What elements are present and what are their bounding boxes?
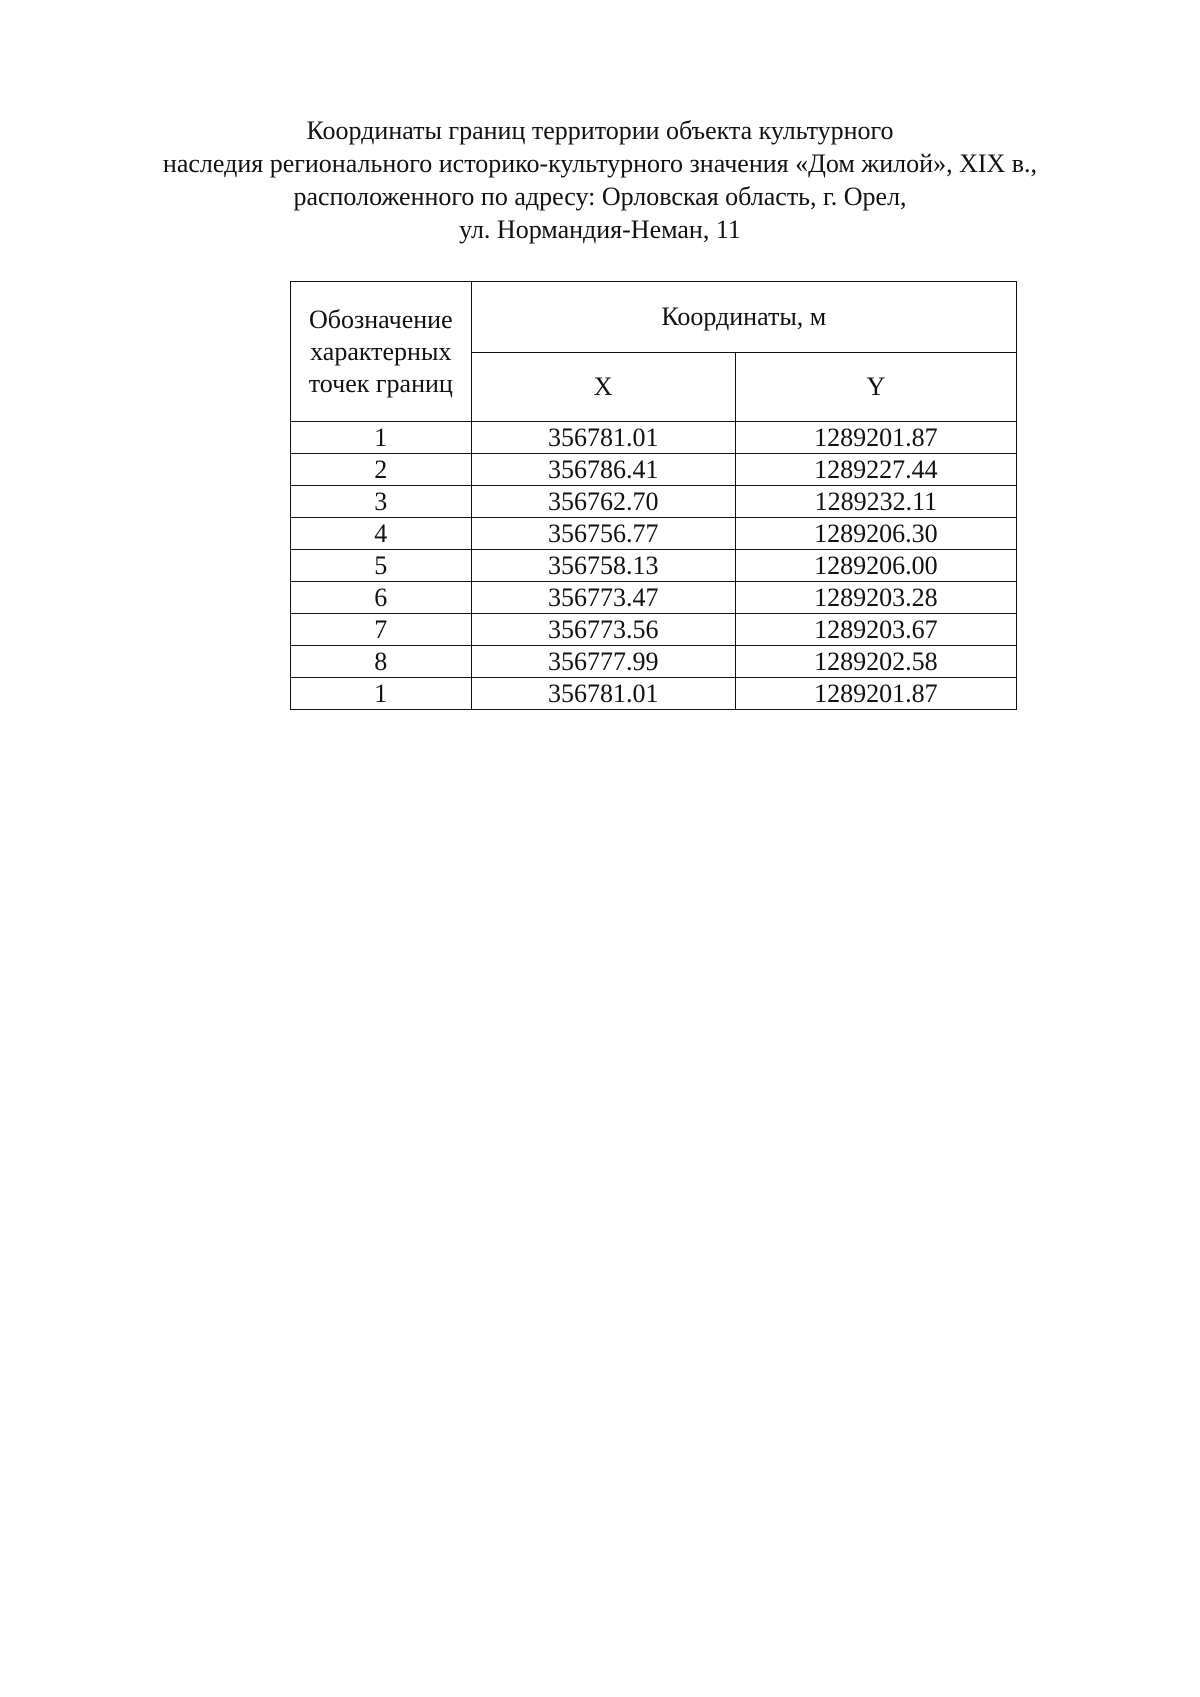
x-value: 356756.77 [471, 518, 735, 550]
x-value: 356773.47 [471, 582, 735, 614]
table-row [291, 582, 1017, 614]
document-title [0, 114, 1200, 246]
point-number: 1 [291, 678, 472, 710]
y-value: 1289232.11 [735, 486, 1016, 518]
y-value: 1289206.30 [735, 518, 1016, 550]
title-line: наследия регионального историко-культурного значения «Дом жилой», XIX в., [162, 149, 1038, 178]
x-value: 356777.99 [471, 646, 735, 678]
y-value: 1289201.87 [735, 678, 1016, 710]
point-number: 2 [291, 454, 472, 486]
title-line: ул. Нормандия-Неман, 11 [459, 215, 741, 244]
point-number: 1 [291, 422, 472, 454]
x-value: 356781.01 [471, 422, 735, 454]
y-value: 1289203.67 [735, 614, 1016, 646]
y-value: 1289203.28 [735, 582, 1016, 614]
x-header: X [471, 353, 735, 422]
title-line: расположенного по адресу: Орловская область, г. Орел, [293, 182, 907, 211]
x-value: 356786.41 [471, 454, 735, 486]
y-value: 1289227.44 [735, 454, 1016, 486]
title-line: Координаты границ территории объекта культурного [306, 116, 894, 145]
table-row [291, 422, 1017, 454]
x-value: 356773.56 [471, 614, 735, 646]
y-value: 1289201.87 [735, 422, 1016, 454]
point-number: 8 [291, 646, 472, 678]
y-header: Y [735, 353, 1016, 422]
coordinates-header: Координаты, м [471, 282, 1016, 353]
table-header-row [291, 282, 1017, 353]
table-row [291, 646, 1017, 678]
x-value: 356762.70 [471, 486, 735, 518]
table-row [291, 678, 1017, 710]
y-value: 1289202.58 [735, 646, 1016, 678]
x-value: 356758.13 [471, 550, 735, 582]
point-number: 3 [291, 486, 472, 518]
table-row [291, 550, 1017, 582]
x-value: 356781.01 [471, 678, 735, 710]
point-number: 4 [291, 518, 472, 550]
coordinates-table [290, 281, 1017, 710]
point-number: 5 [291, 550, 472, 582]
point-label-header: Обозначение характерных точек границ [291, 282, 472, 422]
table-row [291, 486, 1017, 518]
point-number: 7 [291, 614, 472, 646]
table-row [291, 518, 1017, 550]
point-number: 6 [291, 582, 472, 614]
table-row [291, 454, 1017, 486]
table-row [291, 614, 1017, 646]
y-value: 1289206.00 [735, 550, 1016, 582]
